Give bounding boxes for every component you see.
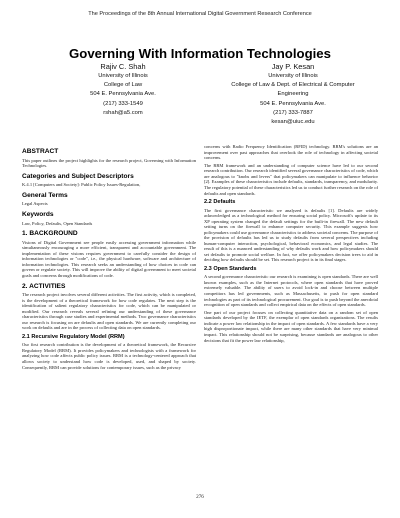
author-affiliation: University of Illinois <box>268 73 318 79</box>
author-affiliation: College of Law & Dept. of Electrical & Computer <box>231 82 355 89</box>
categories-text: K.4.1 [Computers and Society]: Public Policy Issues-Regulation, <box>22 182 141 188</box>
right-column <box>204 144 378 345</box>
open-standards-text: A second governance characteristic our research is examining is open standards. There are well known examples, such as the Internet protocols, where open standards that have proved extremely valuable. The ability of users to avoid lock-in and choose between multiple competitors has led governments, such as Massachusetts, to push for open standard technologies as part of its technological procurement. Our goal is to push beyond the anecdotal recognition of open standards and collect empirical data on the effects of open standards. <box>204 274 378 308</box>
defaults-text: The first governance characteristic we analyzed is defaults [1]. Defaults are widely acknowledged as a technological method for ensuring social policy. Microsoft's update to its XP operating system changed the default settings for the built-in firewall. The new default setting turns on the firewall to enhance computer security. This example suggests how policymakers could use governance characteristics to address societal concerns. The purpose of the provision of defaults has led us to study defaults from several perspectives including human-computer interaction, psychological, behavioral economics, and legal studies. The result of this is a nuanced understanding of why defaults work and how policymakers should set defaults to promote social welfare. In fact, we offer policymakers decision trees to aid in deciding how defaults should be set. This research project is in its final stages. <box>204 207 378 263</box>
author-name: Jay P. Kesan <box>271 62 315 71</box>
author-block-2 <box>198 62 388 127</box>
activities-text: The research project involves several different activities. The first activity, which is completed, is the development of a theoretical framework for how code regulates. The next step is the identification of salient regulatory characteristics for code, which can be manipulated or modified. Our research reveals several refining our understanding of these governance characteristics through case studies and experimental methods. Two governance characteristics our research is focusing on are defaults and open standards. We are currently completing our work on defaults and are in the process of collecting data on open standards. <box>22 292 196 331</box>
author-affiliation: Engineering <box>277 91 309 98</box>
page-number: 276 <box>196 494 204 500</box>
author-address: 504 E. Pennsylvania Ave. <box>90 91 156 98</box>
rrm-text: Our first research contribution is the development of a theoretical framework, the Recursive Regulatory Model (RRM). It provides policymakers and technologists with a framework for analyzing how code affects public policy issues. RRM is a technology-centered approach that allows society to understand how code is developed, used, and shaped by society. Consequently, RRM can provide solutions for contemporary issues, such as the privacy <box>22 342 196 370</box>
keywords-text: Law, Policy, Defaults, Open Standards <box>22 220 93 226</box>
open-standards-text-2: One part of our project focuses on collecting quantitative data on a random set of open standards developed by the IETF, the exemplar of open standards organizations. The results indicate a power law relationship in the impact of open standards. A few standards have a very high disproportionate impact, while there are many other standards that have very minimal impact. This relationship should not be surprising, because standards are analogous to other decisions that fit the power law relationship, <box>204 309 378 343</box>
activities-heading: 2. ACTIVITIES <box>22 282 66 290</box>
background-text: Visions of Digital Government see people easily accessing government information while simultaneously encouraging a more efficient, transparent and accountable government. The implementation of these visions requires government to carefully consider the design of information technologies or "code", i.e., the physical hardware, software and architecture of information technologies. This research seeks an understanding of how choices in code can govern or regulate society. This will improve the ability of digital government to meet societal goals and concerns through modifications of code. <box>22 239 196 278</box>
author-address: 504 E. Pennsylvania Ave. <box>260 100 326 107</box>
author-block-1 <box>28 62 218 118</box>
general-terms-heading: General Terms <box>22 191 68 199</box>
paper-title: Governing With Information Technologies <box>69 46 331 61</box>
background-heading: 1. BACKGROUND <box>22 230 78 238</box>
left-column <box>22 144 196 372</box>
proceedings-header: The Proceedings of the 8th Annual International Digital Government Research Conference <box>88 11 312 17</box>
body-paragraph: concerns with Radio Frequency Identification (RFID) technology. RRM's solutions are an improvement over past approaches that overlook the role of technology in affecting societal concerns. <box>204 144 378 161</box>
author-phone: (217) 333-1549 <box>103 100 143 107</box>
rrm-heading: 2.1 Recursive Regulatory Model (RRM) <box>22 333 125 340</box>
abstract-heading: ABSTRACT <box>22 148 59 155</box>
author-email[interactable]: rshah@a5.com <box>103 109 143 116</box>
author-name: Rajiv C. Shah <box>100 62 146 71</box>
body-paragraph: The RRM framework and an understanding of computer science have led to our second research contribution. Our research identified several governance characteristics of code, which are analogous to "knobs and levers" that policymakers can manipulate to influence behavior [2]. Examples of these characteristics include defaults, standards, transparency, and modularity. The regulatory potential of these characteristics led us to conduct further research on the role of defaults and open standards. <box>204 162 378 196</box>
categories-heading: Categories and Subject Descriptors <box>22 172 134 180</box>
general-terms-text: Legal Aspects <box>22 201 48 207</box>
author-affiliation: University of Illinois <box>98 73 148 79</box>
author-email[interactable]: kesan@uiuc.edu <box>271 119 315 126</box>
keywords-heading: Keywords <box>22 210 54 218</box>
open-standards-heading: 2.3 Open Standards <box>204 265 257 272</box>
defaults-heading: 2.2 Defaults <box>204 199 236 206</box>
abstract-text: This paper outlines the project highlights for the research project, Governing with Information Technologies. <box>22 157 196 169</box>
author-affiliation: College of Law <box>103 82 143 89</box>
author-phone: (217) 333-7887 <box>273 109 313 116</box>
